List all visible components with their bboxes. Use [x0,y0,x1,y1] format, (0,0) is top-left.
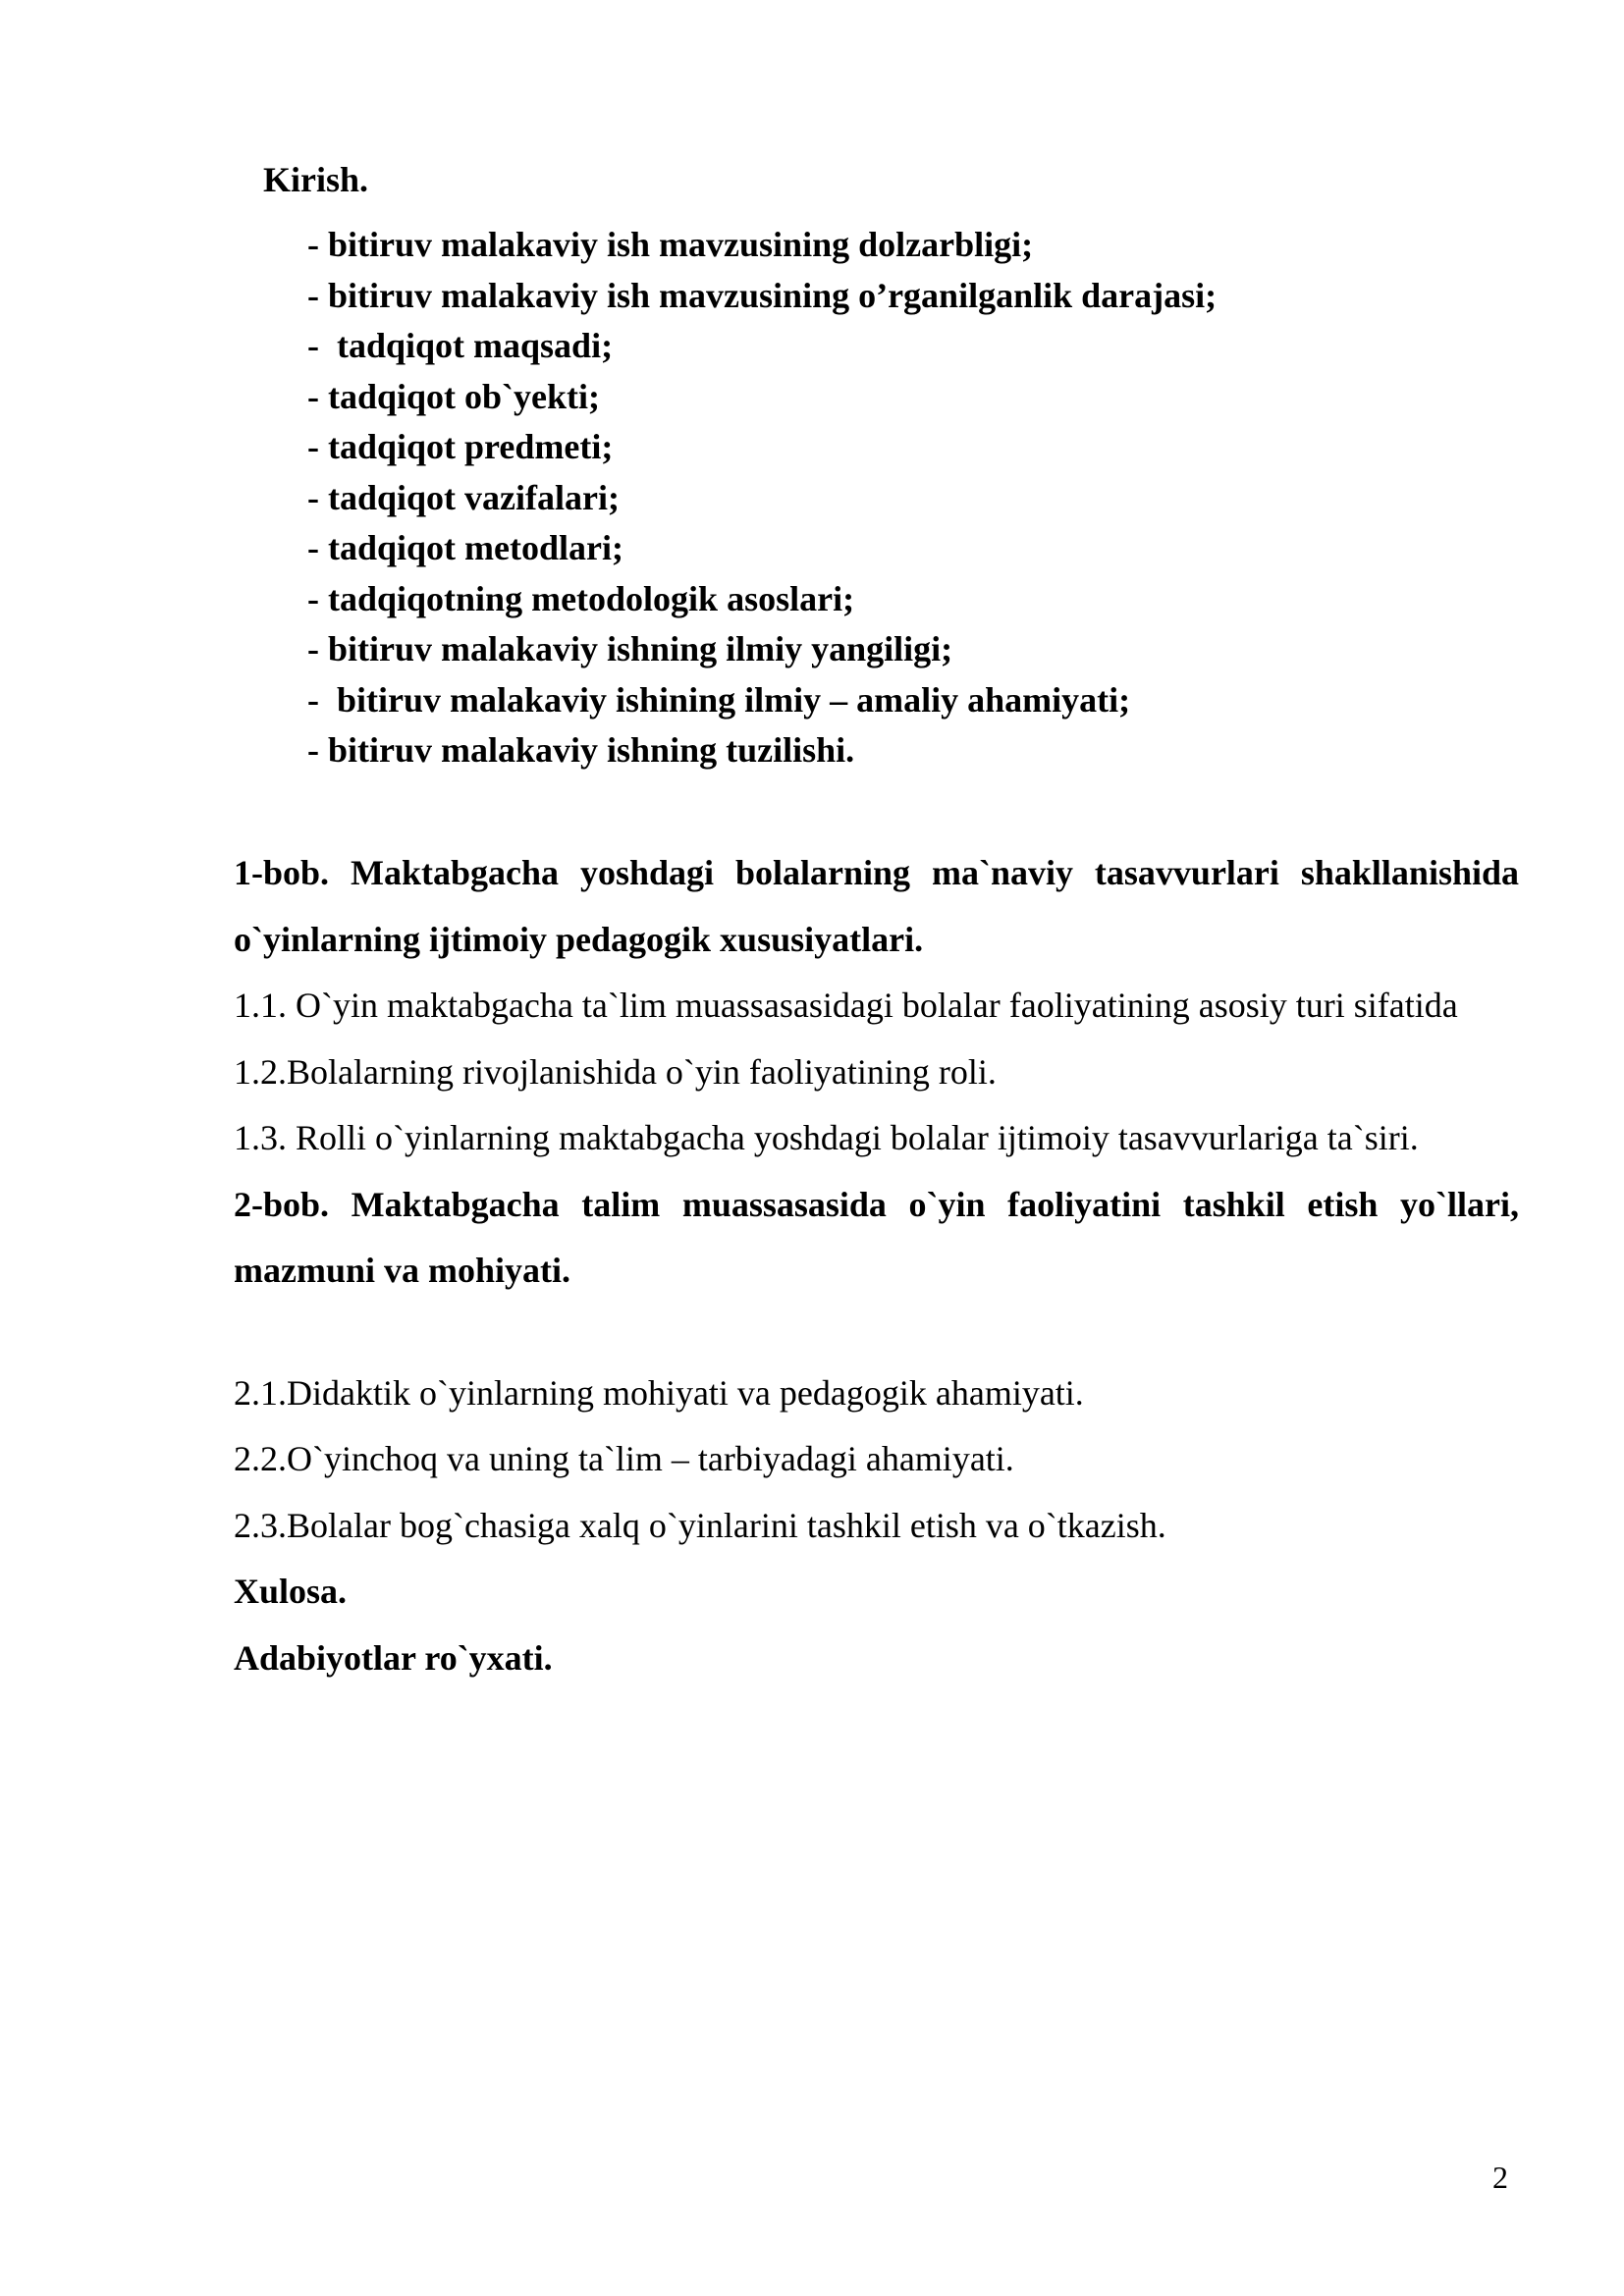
intro-item: - tadqiqot ob`yekti; [307,376,601,416]
intro-heading: Kirish. [263,160,369,199]
intro-item: - bitiruv malakaviy ish mavzusining dolzarbligi; [307,225,1034,264]
intro-item: - bitiruv malakaviy ishning ilmiy yangiligi; [307,629,953,668]
chapter-2-title: 2-bob. Maktabgacha talim muassasasida o`yin faoliyatini tashkil etish yo`llari, mazmuni va mohiyati. [234,1184,1519,1290]
intro-item-list [307,220,1535,776]
intro-item: - tadqiqot vazifalari; [307,477,620,517]
intro-item: - tadqiqot predmeti; [307,427,614,466]
page-number: 2 [1492,2160,1508,2195]
section-2-3: 2.3.Bolalar bog`chasiga xalq o`yinlarini tashkil etish va o`tkazish. [234,1505,1166,1545]
intro-item: - bitiruv malakaviy ishning tuzilishi. [307,730,855,770]
table-of-contents [234,840,1519,1691]
section-2-1: 2.1.Didaktik o`yinlarning mohiyati va pedagogik ahamiyati. [234,1372,1084,1413]
intro-item: - tadqiqot maqsadi; [307,326,614,365]
section-1-2: 1.2.Bolalarning rivojlanishida o`yin faoliyatining roli. [234,1051,997,1092]
spacer [234,1305,1519,1361]
intro-item: - tadqiqotning metodologik asoslari; [307,578,855,618]
chapter-1-title: 1-bob. Maktabgacha yoshdagi bolalarning ma`naviy tasavvurlari shakllanishida o`yinlarning ijtimoiy pedagogik xususiyatlari. [234,853,1519,959]
intro-item: - bitiruv malakaviy ish mavzusining o’rganilganlik darajasi; [307,275,1218,315]
references-heading: Adabiyotlar ro`yxati. [234,1637,553,1678]
section-1-3: 1.3. Rolli o`yinlarning maktabgacha yoshdagi bolalar ijtimoiy tasavvurlariga ta`siri. [234,1118,1419,1157]
section-2-2: 2.2.O`yinchoq va uning ta`lim – tarbiyadagi ahamiyati. [234,1439,1014,1478]
section-1-1: 1.1. O`yin maktabgacha ta`lim muassasasidagi bolalar faoliyatining asosiy turi sifatida [234,986,1458,1025]
intro-item: - tadqiqot metodlari; [307,528,623,567]
conclusion-heading: Xulosa. [234,1572,348,1611]
intro-item: - bitiruv malakaviy ishining ilmiy – amaliy ahamiyati; [307,679,1131,720]
